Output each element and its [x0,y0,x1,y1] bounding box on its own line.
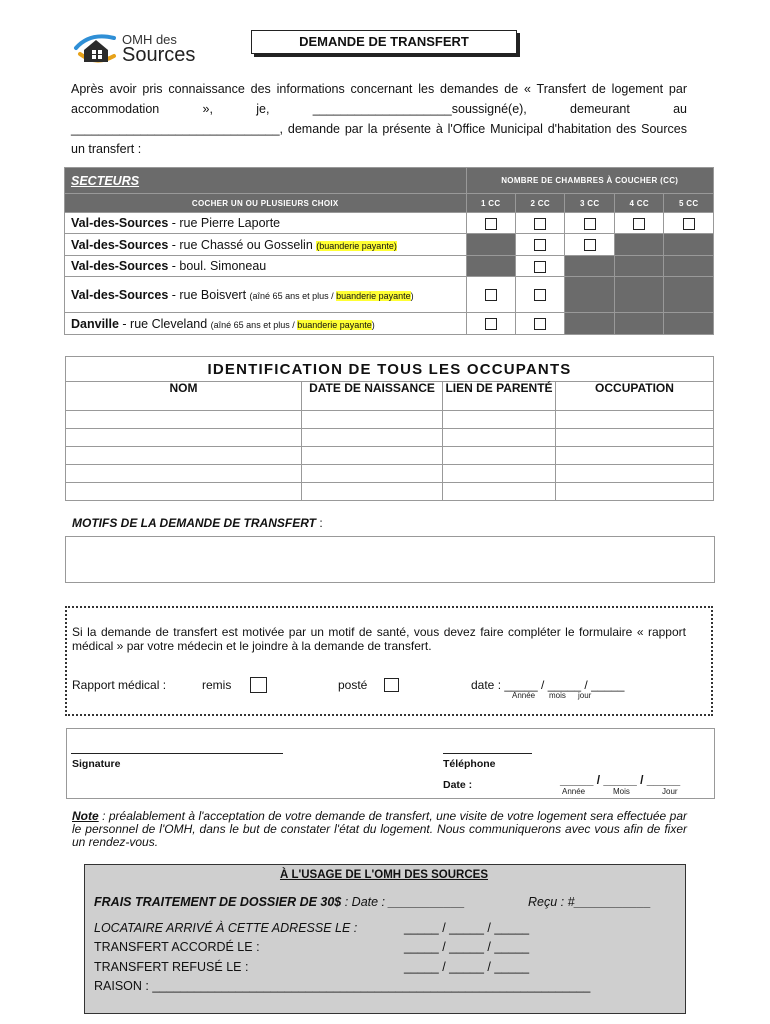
occupant-occupation-cell[interactable] [556,483,714,501]
sector-note-end: ) [371,319,375,330]
bedroom-checkbox[interactable] [534,289,546,301]
occupant-occupation-cell[interactable] [556,465,714,483]
bedroom-checkbox[interactable] [534,218,546,230]
recu-field[interactable]: Reçu : #___________ [528,895,652,909]
frais-label: FRAIS TRAITEMENT DE DOSSIER DE 30$ [94,895,342,909]
medical-mois: mois [549,691,566,700]
bedroom-cell [466,213,515,234]
occupant-naissance-cell[interactable] [302,429,443,447]
bedroom-cell [614,213,663,234]
sectors-table [64,167,714,335]
bedroom-cell [515,213,564,234]
sector-row [65,234,714,256]
sector-note: (aîné 65 ans et plus / [210,319,298,330]
medical-annee: Année [512,691,536,700]
header-date-naissance: DATE DE NAISSANCE [302,382,443,411]
occupant-nom-cell[interactable] [66,465,302,483]
note-text: : préalablement à l'acceptation de votre demande de transfert, une visite de votre logement sera effectuée par le personnel de l'OMH, dans le but de constater l'état du logement. Nous communiquerons avec vous afin de fixer un rendez-vous. [72,809,687,849]
bedroom-checkbox[interactable] [534,239,546,251]
bedroom-checkbox[interactable] [534,318,546,330]
bedroom-cell [565,213,614,234]
sector-street: - rue Cleveland [118,316,211,331]
omh-usage-title: À L'USAGE DE L'OMH DES SOURCES [279,869,489,881]
sector-place: Val-des-Sources [71,287,169,302]
note-paragraph [72,810,687,849]
medical-text: Si la demande de transfert est motivée par un motif de santé, vous devez faire compléter le formulaire « rapport médical » par votre médecin et le joindre à la demande de transfert. [72,625,686,653]
occupant-occupation-cell[interactable] [556,447,714,465]
signature-mois: Mois [613,787,630,796]
sector-place: Danville [71,316,119,331]
bedrooms-title-suffix: (CC) [660,176,679,185]
occupant-lien-cell[interactable] [443,447,556,465]
form-title: DEMANDE DE TRANSFERT [251,30,517,54]
bedrooms-title-text: NOMBRE DE CHAMBRES À COUCHER [501,176,658,185]
occupant-row [66,483,714,501]
sector-label [65,213,467,234]
bedroom-cell-unavailable [614,234,663,256]
occupant-occupation-cell[interactable] [556,411,714,429]
sector-row [65,313,714,335]
bedroom-cell-unavailable [565,256,614,277]
sector-label [65,256,467,277]
telephone-line[interactable] [443,753,532,754]
sector-note-highlight: (buanderie payante) [316,240,397,251]
occupant-nom-cell[interactable] [66,483,302,501]
sector-label [65,277,467,313]
bedroom-cell [515,277,564,313]
bedroom-cell [466,313,515,335]
signature-date-label: Date : [443,779,473,791]
col-1cc: 1 CC [466,194,515,213]
bedroom-checkbox[interactable] [485,218,497,230]
header-nom: NOM [66,382,302,411]
sector-row [65,213,714,234]
refuse-label: TRANSFERT REFUSÉ LE : [94,960,249,974]
occupant-row [66,447,714,465]
bedroom-cell-unavailable [664,277,714,313]
telephone-label: Téléphone [443,758,496,770]
bedroom-cell-unavailable [614,313,663,335]
bedroom-cell-unavailable [466,256,515,277]
medical-jour: jour [578,691,592,700]
bedroom-cell-unavailable [565,277,614,313]
occupant-lien-cell[interactable] [443,411,556,429]
logo-text-line2: Sources [122,44,196,66]
occupant-naissance-cell[interactable] [302,465,443,483]
bedroom-checkbox[interactable] [633,218,645,230]
occupant-nom-cell[interactable] [66,429,302,447]
medical-date-field[interactable]: date : _____ / _____ / _____ [471,678,625,692]
bedroom-cell [515,313,564,335]
remis-checkbox[interactable] [250,677,267,693]
bedroom-cell [565,234,614,256]
occupant-row [66,429,714,447]
sector-label [65,313,467,335]
bedroom-cell-unavailable [614,256,663,277]
col-5cc: 5 CC [664,194,714,213]
bedroom-checkbox[interactable] [683,218,695,230]
header-lien-parente: LIEN DE PARENTÉ [443,382,556,411]
signature-annee: Année [562,787,586,796]
accorde-label: TRANSFERT ACCORDÉ LE : [94,940,260,954]
sectors-title: SECTEURS [65,168,467,194]
sector-street: - rue Chassé ou Gosselin [168,237,317,252]
signature-jour: Jour [662,787,678,796]
sector-street: - rue Boisvert [168,287,250,302]
bedroom-cell-unavailable [664,313,714,335]
bedroom-checkbox[interactable] [584,239,596,251]
occupant-lien-cell[interactable] [443,483,556,501]
col-4cc: 4 CC [614,194,663,213]
bedroom-cell-unavailable [664,234,714,256]
signature-date-field[interactable]: _____ / _____ / _____ [560,773,681,787]
occupant-naissance-cell[interactable] [302,447,443,465]
occupant-row [66,465,714,483]
motifs-label-text: MOTIFS DE LA DEMANDE DE TRANSFERT [72,516,317,530]
arrive-date[interactable]: _____ / _____ / _____ [404,921,530,935]
bedroom-cell [515,234,564,256]
bedroom-cell [515,256,564,277]
occupant-naissance-cell[interactable] [302,483,443,501]
bedroom-cell [466,277,515,313]
sector-note-end: ) [410,290,414,301]
occupants-title: IDENTIFICATION DE TOUS LES OCCUPANTS [66,357,714,382]
sector-label [65,234,467,256]
occupant-occupation-cell[interactable] [556,429,714,447]
sector-row [65,277,714,313]
poste-checkbox[interactable] [384,678,399,692]
occupant-lien-cell[interactable] [443,465,556,483]
bedrooms-title [466,168,714,194]
bedroom-cell-unavailable [614,277,663,313]
col-3cc: 3 CC [565,194,614,213]
sector-note-highlight: buanderie payante [297,319,372,330]
occupant-naissance-cell[interactable] [302,411,443,429]
bedroom-checkbox[interactable] [485,318,497,330]
col-2cc: 2 CC [515,194,564,213]
frais-line [94,895,465,909]
bedroom-cell-unavailable [565,313,614,335]
sector-street: - rue Pierre Laporte [168,216,281,230]
header-occupation: OCCUPATION [556,382,714,411]
bedroom-cell [664,213,714,234]
poste-label: posté [338,678,368,692]
frais-date[interactable]: : Date : ___________ [341,895,465,909]
sector-note: (aîné 65 ans et plus / [249,290,337,301]
occupants-table [65,356,714,501]
bedroom-checkbox[interactable] [485,289,497,301]
motifs-label [72,516,323,530]
raison-field[interactable]: RAISON : _______________________________________________________________ [94,979,591,993]
motifs-input[interactable] [65,536,715,583]
motifs-label-colon: : [316,516,323,530]
sector-place: Val-des-Sources [71,259,169,273]
bedroom-checkbox[interactable] [534,261,546,273]
occupant-nom-cell[interactable] [66,447,302,465]
sector-place: Val-des-Sources [71,216,169,230]
remis-label: remis [202,678,232,692]
accorde-date[interactable]: _____ / _____ / _____ [404,940,530,954]
sector-place: Val-des-Sources [71,237,169,252]
occupant-row [66,411,714,429]
sector-note-highlight: buanderie payante [336,290,411,301]
intro-paragraph: Après avoir pris connaissance des informations concernant les demandes de « Transfert de logement par accommodation », je, ____________________soussigné(e), demeurant au ______________________________, demande par la présente à l'Office Municipal d'habitation des Sources un transfert : [71,82,687,156]
signature-label: Signature [72,758,121,770]
bedroom-checkbox[interactable] [584,218,596,230]
bedroom-cell-unavailable [466,234,515,256]
occupant-lien-cell[interactable] [443,429,556,447]
signature-line[interactable] [71,753,283,754]
logo-text-line1: OMH des [122,32,177,47]
occupant-nom-cell[interactable] [66,411,302,429]
sectors-subtitle: COCHER UN OU PLUSIEURS CHOIX [65,194,467,213]
sector-row [65,256,714,277]
arrive-label: LOCATAIRE ARRIVÉ À CETTE ADRESSE LE : [94,921,358,935]
rapport-medical-label: Rapport médical : [72,678,167,692]
refuse-date[interactable]: _____ / _____ / _____ [404,960,530,974]
bedroom-cell-unavailable [664,256,714,277]
note-label: Note [72,809,99,823]
sector-street: - boul. Simoneau [168,259,267,273]
medical-section [65,606,713,716]
